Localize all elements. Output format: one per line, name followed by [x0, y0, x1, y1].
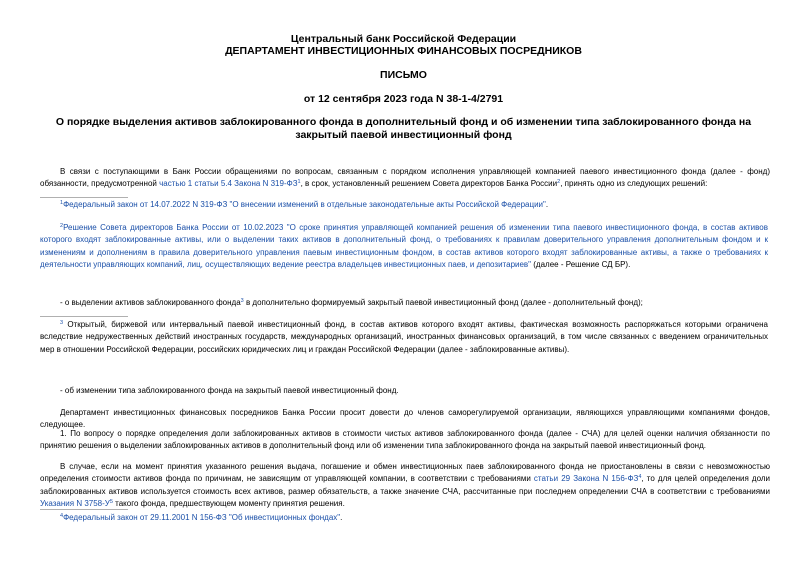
footnote-4: $^4$Федеральный закон от 29.11.2001 N 156-ФЗ "Об инвестиционных фондах".	[60, 513, 343, 522]
footnote-1: $^1$Федеральный закон от 14.07.2022 N 319-ФЗ "О внесении изменений в отдельные законодательные акты Российской Федерации".	[60, 200, 549, 209]
footnote-2-link[interactable]: Решение Совета директоров Банка России от 10.02.2023 "О сроке принятия управляющей компанией решения об изменении типа паевого инвестиционного фонда, в состав активов которого входят заблокированные активы, или о выделении таких активов в дополнительный фонд, о требованиях к правилам доверительного управления дополнительным фондом и к изменениям и дополнениям в правила доверительного управления паевым инвестиционным фондом, в состав активов которого входят заблокированные активы, а также о требованиях к деятельности управляющих компаний, лиц, осуществляющих ведение реестра владельцев инвестиционных паев, и депозитариев"	[40, 223, 768, 269]
footnote-ref-3[interactable]: 3	[240, 298, 244, 304]
option-item-2: - об изменении типа заблокированного фонда на закрытый паевой инвестиционный фонд.	[60, 386, 399, 395]
org-name: Центральный банк Российской Федерации	[290, 33, 517, 45]
section-1-paragraph: 1. По вопросу о порядке определения доли заблокированных активов в стоимости чистых активов заблокированного фонда (далее - СЧА) для целей оценки наличия обязанности по принятию решения о выделении заблокированных активов в дополнительный фонд или об изменении типа заблокированного фонда на закрытый паевой инвестиционный фонд.	[40, 429, 770, 451]
law-319-link[interactable]: частью 1 статьи 5.4 Закона N 319-ФЗ	[159, 179, 298, 189]
footnote-ref-5[interactable]: 5	[109, 498, 113, 505]
department-name: ДЕПАРТАМЕНТ ИНВЕСТИЦИОННЫХ ФИНАНСОВЫХ ПОСРЕДНИКОВ	[225, 45, 582, 57]
footnote-divider	[40, 509, 128, 510]
request-paragraph: Департамент инвестиционных финансовых посредников Банка России просит довести до членов саморегулируемой организации, являющихся управляющими компаниями фондов, следующее.	[40, 408, 770, 430]
intro-paragraph: В связи с поступающими в Банк России обращениями по вопросам, связанным с порядком исполнения управляющей компанией паевого инвестиционного фонда (далее - фонд) обязанности, предусмотренной частью 1 статьи 5.4 Закона N $319-ФЗ^1$, в срок, установленный решением Совета директоров Банка России$^2$, принять одно из следующих решений:	[40, 167, 770, 189]
footnote-divider	[40, 316, 128, 317]
footnote-1-link[interactable]: Федеральный закон от 14.07.2022 N 319-ФЗ "О внесении изменений в отдельные законодательные акты Российской Федерации"	[63, 200, 546, 209]
footnote-ref-2[interactable]: 2	[557, 179, 561, 186]
footnote-ref-4[interactable]: 4	[638, 474, 642, 481]
section-1-detail-paragraph: В случае, если на момент принятия указанного решения выдача, погашение и обмен инвестиционных паев заблокированного фонда не приостановлены в связи с невозможностью определения стоимости активов фонда по причинам, не зависящим от управляющей компании, в соответствии с требованиями статьи 29 Закона N $156-ФЗ^4$, то для целей определения доли заблокированных активов используется стоимость всех активов, размер обязательств, а также значение СЧА, рассчитанные при последнем определении СЧА в соответствии с требованиями Указания N $3758-У^5$ такого фонда, предшествующем моменту принятия решения.	[40, 462, 770, 508]
law-156-article-29-link[interactable]: статьи 29 Закона N 156-ФЗ	[533, 474, 639, 484]
document-type: ПИСЬМО	[380, 69, 427, 81]
footnote-4-link[interactable]: Федеральный закон от 29.11.2001 N 156-ФЗ "Об инвестиционных фондах"	[63, 513, 341, 522]
footnote-2: $^2$Решение Совета директоров Банка России от 10.02.2023 "О сроке принятия управляющей компанией решения об изменении типа паевого инвестиционного фонда, в состав активов которого входят заблокированные активы, или о выделении таких активов в дополнительный фонд, о требованиях к правилам доверительного управления дополнительным фондом и к изменениям и дополнениям в правила доверительного управления паевым инвестиционным фондом, в состав активов которого входят заблокированные активы, а также о требованиях к деятельности управляющих компаний, лиц, осуществляющих ведение реестра владельцев инвестиционных паев, и депозитариев" (далее - Решение СД БР).	[40, 223, 768, 269]
directive-3758-link[interactable]: Указания N 3758-У	[40, 498, 110, 508]
footnote-3: $^3$ Открытый, биржевой или интервальный паевой инвестиционный фонд, в состав активов которого входят активы, фактическая возможность распоряжаться которыми ограничена вследствие недружественных действий иностранных государств, международных организаций, иностранных финансовых организаций, в том числе связанных с введением ограничительных мер в отношении Российской Федерации, российских юридических лиц и граждан Российской Федерации (далее - заблокированные активы).	[40, 320, 768, 354]
footnote-divider	[40, 197, 128, 198]
footnote-ref-1[interactable]: 1	[297, 179, 301, 186]
document-title: О порядке выделения активов заблокированного фонда в дополнительный фонд и об изменении типа заблокированного фонда на закрытый паевой инвестиционный фонд	[55, 116, 752, 141]
option-item-1: - о выделении активов заблокированного фонда$^3$ в дополнительно формируемый закрытый паевой инвестиционный фонд (далее - дополнительный фонд);	[60, 298, 643, 307]
document-date: от 12 сентября 2023 года N 38-1-4/2791	[303, 93, 504, 105]
